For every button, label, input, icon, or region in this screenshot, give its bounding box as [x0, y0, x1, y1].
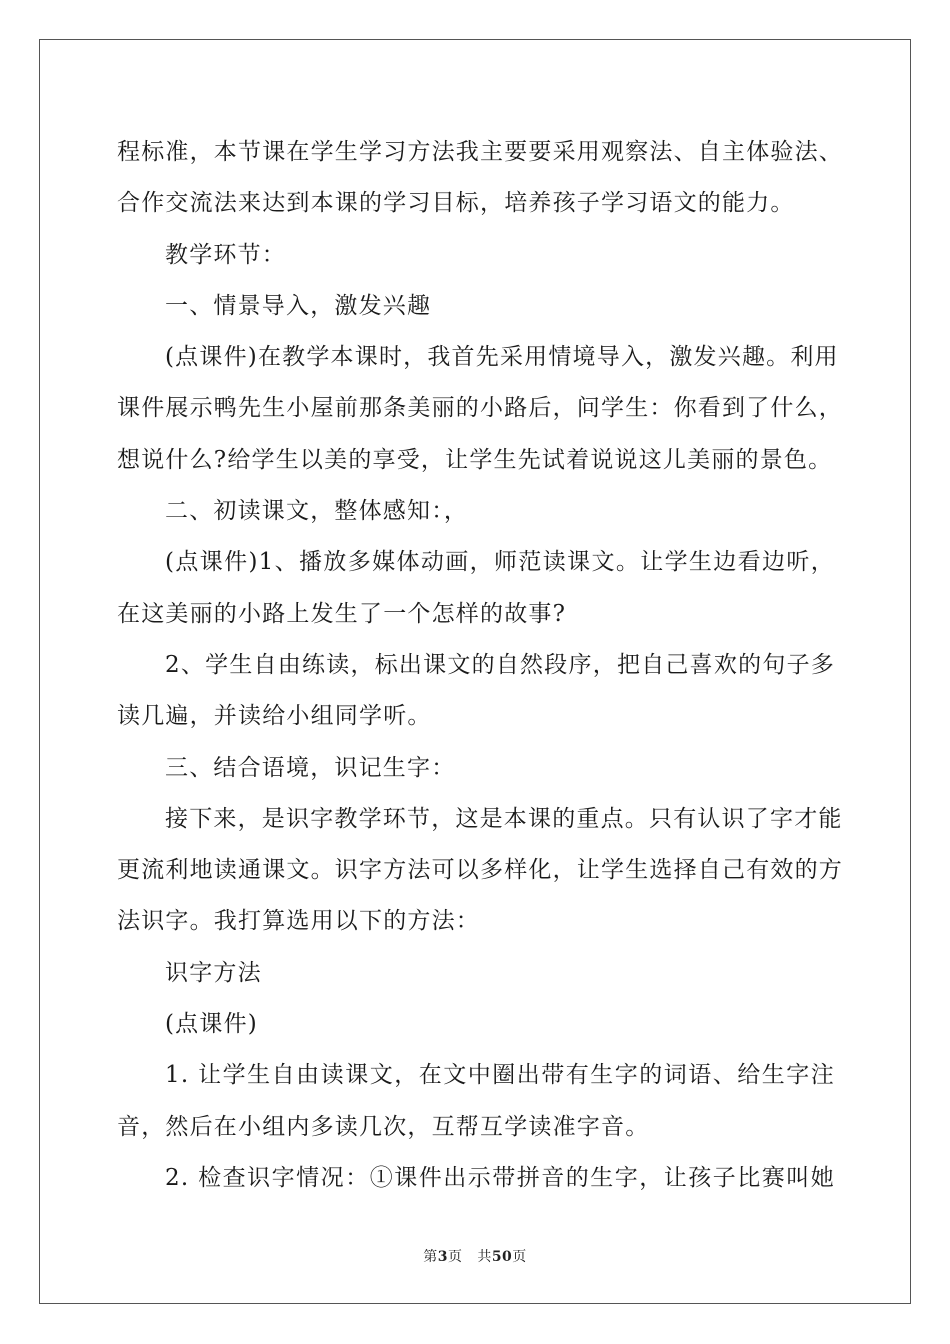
text-line: 程标准，本节课在学生学习方法我主要要采用观察法、自主体验法、: [117, 139, 843, 165]
text-line: (点课件): [165, 1011, 258, 1038]
text-line: 音，然后在小组内多读几次，互帮互学读准字音。: [117, 1113, 650, 1140]
section-heading: 一、情景导入，激发兴趣: [165, 292, 432, 319]
text-line: 1. 让学生自由读课文，在文中圈出带有生字的词语、给生字注: [165, 1062, 835, 1089]
page-prefix: 第: [423, 1249, 438, 1265]
total-unit: 页: [512, 1249, 527, 1265]
text-line: (点课件)1、播放多媒体动画，师范读课文。让学生边看边听，: [165, 549, 835, 576]
current-page-number: 3: [437, 1249, 448, 1265]
text-line: 课件展示鸭先生小屋前那条美丽的小路后，问学生：你看到了什么，: [117, 395, 843, 422]
document-body: [117, 127, 843, 1204]
section-heading: 二、初读课文，整体感知：，: [165, 498, 469, 525]
text-line: 更流利地读通课文。识字方法可以多样化，让学生选择自己有效的方: [117, 857, 843, 884]
section-heading: 三、结合语境，识记生字：: [165, 754, 456, 781]
text-line: 法识字。我打算选用以下的方法：: [117, 908, 480, 935]
text-line: 合作交流法来达到本课的学习目标，培养孩子学习语文的能力。: [117, 190, 795, 217]
text-line: (点课件)在教学本课时，我首先采用情境导入，激发兴趣。利用: [165, 344, 839, 371]
page-unit: 页: [447, 1249, 463, 1265]
section-label: 教学环节：: [165, 241, 286, 268]
text-line: 接下来，是识字教学环节，这是本课的重点。只有认识了字才能: [165, 805, 843, 832]
total-prefix: 共: [477, 1249, 492, 1265]
text-line: 2、学生自由练读，标出课文的自然段序，把自己喜欢的句子多: [165, 651, 835, 678]
page-footer: [0, 1246, 950, 1266]
section-label: 识字方法: [165, 959, 262, 986]
text-line: 读几遍，并读给小组同学听。: [117, 703, 432, 730]
text-line: 2. 检查识字情况：①课件出示带拼音的生字，让孩子比赛叫她: [165, 1164, 835, 1191]
text-line: 想说什么?给学生以美的享受，让学生先试着说说这儿美丽的景色。: [117, 446, 833, 473]
text-line: 在这美丽的小路上发生了一个怎样的故事?: [117, 600, 567, 627]
total-page-number: 50: [491, 1249, 513, 1265]
